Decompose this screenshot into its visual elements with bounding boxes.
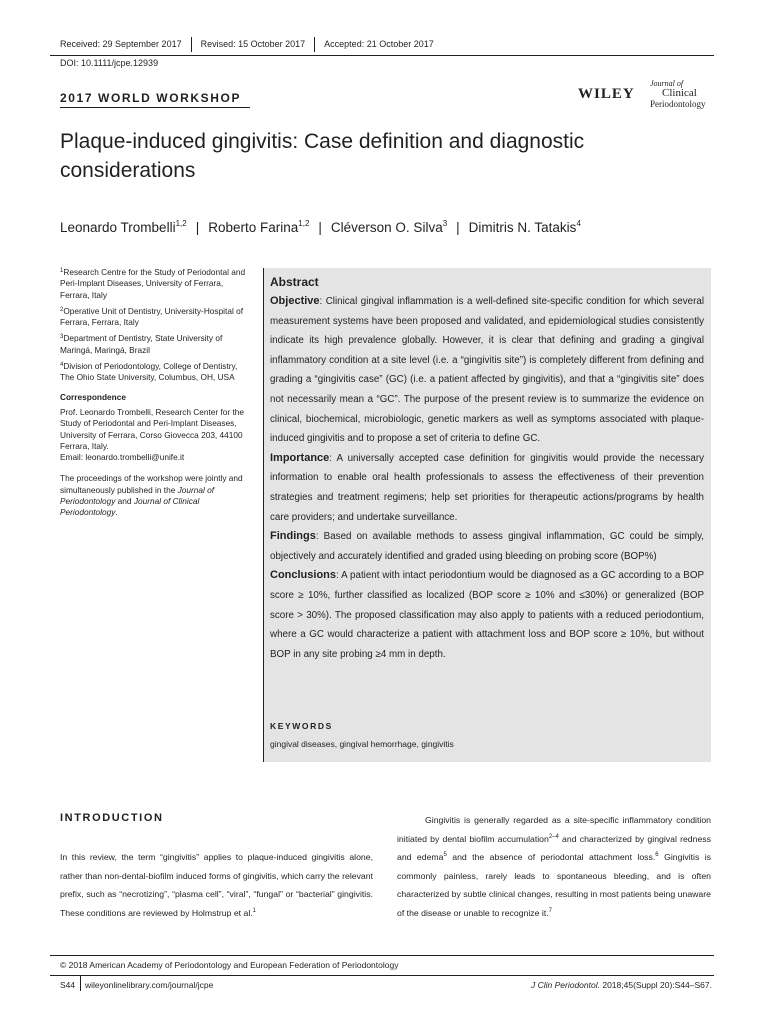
importance-label: Importance <box>270 451 330 464</box>
author-separator: | <box>318 220 322 235</box>
correspondence-address: Prof. Leonardo Trombelli, Research Center for the Study of Periodontal and Peri-Implant Diseases, University of Ferrara, Corso Giovecca 203, 44100 Ferrara, Italy. <box>60 406 245 451</box>
author-separator: | <box>456 220 460 235</box>
affiliation-sup: 3 <box>60 334 64 341</box>
author-affiliation-sup: 1,2 <box>175 219 187 228</box>
proceedings-text: and <box>115 496 134 507</box>
revised-date: Revised: 15 October 2017 <box>201 37 316 52</box>
intro-paragraph: and the absence of periodontal attachment loss. <box>446 852 656 863</box>
journal-logo-line3: Periodontology <box>650 99 706 109</box>
intro-paragraph: Gingivitis is generally regarded as a site-specific inflammatory condition initiated by dental biofilm accumulation <box>397 815 711 844</box>
affiliation-text: Department of Dentistry, State University of Maringá, Maringá, Brazil <box>60 333 223 355</box>
findings-text: : Based on available methods to assess gingival inflammation, GC could be simply, objectively and accurately identified and graded using bleeding on probing score (BOP%) <box>270 531 704 562</box>
correspondence-heading: Correspondence <box>60 391 126 402</box>
author-affiliation-sup: 1,2 <box>298 219 310 228</box>
abstract-body <box>270 292 704 664</box>
author-name[interactable]: Cléverson O. Silva <box>330 220 443 235</box>
proceedings-note <box>60 473 250 518</box>
proceedings-text: The proceedings of the workshop were jointly and simultaneously published in the <box>60 473 243 495</box>
intro-paragraph: In this review, the term “gingivitis” applies to plaque-induced gingivitis alone, rather than non-dental-biofilm induced forms of gingivitis, which carry the relevant prefix, such as “necrotizing”, “plasma cell”, “viral”, “fungal” or “bacterial” gingivitis. These conditions are reviewed by Holmstrup et al. <box>60 852 373 918</box>
affiliations-column <box>60 266 250 523</box>
author-name[interactable]: Dimitris N. Tatakis <box>468 220 577 235</box>
author-affiliation-sup: 3 <box>442 219 448 228</box>
footer-divider <box>50 975 714 976</box>
affiliation-text: Division of Periodontology, College of Dentistry, The Ohio State University, Columbus, OH, USA <box>60 361 238 383</box>
section-label: 2017 WORLD WORKSHOP <box>60 91 242 105</box>
abstract-rule <box>263 268 264 762</box>
page-number-separator <box>80 976 81 991</box>
citation-ref[interactable]: 6 <box>655 852 659 859</box>
findings-label: Findings <box>270 530 316 543</box>
conclusions-text: : A patient with intact periodontium would be diagnosed as a GC according to a BOP score ≥ 10%, further classified as localized (BOP score ≥ 10% and ≤30%) or generalized (BOP score > 30%). The proposed classification may also apply to patients with a reduced periodontium, where a GC would characterize a patient with attachment loss and BOP score ≥ 10%, but without BOP in any site probing ≥4 mm in depth. <box>270 570 704 660</box>
correspondence-email[interactable]: Email: leonardo.trombelli@unife.it <box>60 452 185 463</box>
author-name[interactable]: Leonardo Trombelli <box>60 220 176 235</box>
introduction-heading: INTRODUCTION <box>60 812 164 824</box>
journal-website-link[interactable]: wileyonlinelibrary.com/journal/jcpe <box>85 980 214 990</box>
affiliation-text: Operative Unit of Dentistry, University-Hospital of Ferrara, Ferrara, Italy <box>60 305 244 328</box>
citation-details: 2018;45(Suppl 20):S44–S67. <box>599 980 712 990</box>
affiliation-sup: 2 <box>60 306 64 313</box>
wiley-logo: WILEY <box>578 86 635 102</box>
journal-name: Journal of Periodontology <box>60 484 215 507</box>
conclusions-label: Conclusions <box>270 569 337 582</box>
article-citation <box>531 979 712 991</box>
affiliation-sup: 4 <box>60 362 64 369</box>
journal-logo-line2: Clinical <box>662 87 697 99</box>
affiliation <box>60 305 250 329</box>
page-number: S44 <box>60 980 76 990</box>
section-underline <box>60 107 250 108</box>
objective-label: Objective <box>270 295 320 307</box>
keywords-heading: KEYWORDS <box>270 721 333 731</box>
author-separator: | <box>195 220 200 235</box>
introduction-left-column <box>60 848 373 922</box>
affiliation <box>60 332 250 356</box>
journal-name: Journal of Clinical Periodontology <box>60 496 200 518</box>
intro-paragraph: and characterized by gingival redness and edema <box>397 833 711 863</box>
author-affiliation-sup: 4 <box>576 219 581 228</box>
keywords-list: gingival diseases, gingival hemorrhage, gingivitis <box>270 739 454 749</box>
doi[interactable]: DOI: 10.1111/jcpe.12939 <box>60 58 159 68</box>
affiliation-sup: 1 <box>60 268 64 274</box>
journal-logo <box>650 79 716 109</box>
journal-logo-line1: Journal of <box>650 79 684 88</box>
proceedings-text: . <box>115 507 118 518</box>
author-name[interactable]: Roberto Farina <box>208 220 299 235</box>
citation-ref[interactable]: 1 <box>252 907 257 914</box>
abstract-heading: Abstract <box>270 275 319 289</box>
article-title: Plaque-induced gingivitis: Case definition and diagnostic considerations <box>60 130 585 182</box>
author-list <box>60 214 581 238</box>
importance-text: : A universally accepted case definition for gingivitis would provide the necessary information to enable oral health professionals to assess the effectiveness of their prevention strategies and treatment regimens; help set priorities for therapeutic actions/programs by health care providers; and undertake surveillance. <box>270 452 704 523</box>
header-divider <box>50 55 714 56</box>
article-dates <box>60 37 452 52</box>
citation-ref[interactable]: 5 <box>443 852 447 859</box>
publisher-logos <box>578 79 714 109</box>
copyright: © 2018 American Academy of Periodontology and European Federation of Periodontology <box>60 960 399 970</box>
correspondence <box>60 407 250 452</box>
citation-ref[interactable]: 7 <box>548 907 552 914</box>
footer-divider <box>50 955 714 956</box>
citation-journal: J Clin Periodontol. <box>531 980 600 990</box>
accepted-date: Accepted: 21 October 2017 <box>324 39 434 49</box>
objective-text: : Clinical gingival inflammation is a well-defined site-specific condition for which several measurement systems have been proposed and validated, and epidemiological studies consistently indicate its high prevalence globally. However, it is clear that defining and grading a gingival inflammatory condition at a site level (i.e. a “gingivitis site”) is completely different from defining and grading a “gingivitis case” (GC) (i.e. a patient affected by gingivitis), and that a “gingivitis site” does not necessarily mean a “GC”. The purpose of the present review is to summarize the evidence on clinical, biochemical, microbiologic, genetic markers as well as symptoms associated with plaque-induced gingivitis and to propose a set of criteria to define GC. <box>270 296 704 445</box>
intro-paragraph: Gingivitis is commonly painless, rarely leads to spontaneous bleeding, and is often characterized by subtle clinical changes, resulting in most patients being unaware of the disease or unable to recognize it. <box>397 852 712 918</box>
affiliation <box>60 266 250 301</box>
affiliation-text: Research Centre for the Study of Periodontal and Peri-Implant Diseases, University of Ferrara, Ferrara, Italy <box>60 267 246 300</box>
introduction-right-column <box>397 811 711 923</box>
affiliation <box>60 360 250 384</box>
received-date: Received: 29 September 2017 <box>60 37 192 52</box>
citation-ref[interactable]: 2–4 <box>548 833 559 840</box>
